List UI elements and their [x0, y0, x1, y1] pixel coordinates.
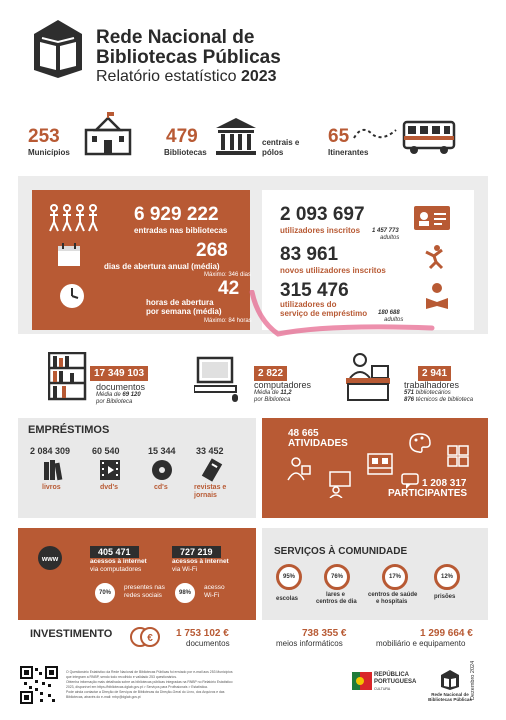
presenter-icon: [326, 470, 354, 498]
tecnicos-label: técnicos de biblioteca: [415, 397, 474, 403]
calendar-icon: [56, 242, 82, 268]
lares-label-1: lares e: [326, 592, 346, 598]
redes-pct-circle: 70%: [92, 580, 118, 606]
tecnicos: [404, 397, 473, 403]
atividades-label: ATIVIDADES: [288, 438, 348, 449]
subtitle-year: 2023: [240, 68, 277, 85]
people-icon: [48, 204, 100, 232]
documentos-por: por Biblioteca: [96, 399, 133, 405]
invest-docs-label: documentos: [186, 639, 230, 648]
footer-line-2: que integram a RNBP, sendo todo recolhido e validado 253 questionários.: [66, 675, 177, 679]
invest-mob-value: 1 299 664 €: [420, 628, 473, 639]
bookmobile-icon: [352, 116, 458, 156]
computadores-media-prefix: Média de: [254, 390, 279, 396]
participantes-label: PARTICIPANTES: [388, 488, 468, 499]
rede-footer-line-1: Rede Nacional de: [431, 692, 469, 697]
horas-label-1: horas de abertura: [146, 298, 214, 307]
redes-label-1: presentes nas: [124, 584, 165, 591]
rnbp-logo-icon: [30, 20, 86, 78]
internet-comp-count: 405 471: [90, 546, 139, 558]
clock-icon: [58, 282, 86, 310]
dias-count: 268: [196, 240, 228, 261]
computadores-media: [254, 390, 292, 396]
invest-mob-label: mobiliário e equipamento: [376, 639, 466, 648]
inscritos-adultos-label: adultos: [380, 235, 400, 241]
footer-line-4: 2023, disponível em https://bibliotecas.dglab.gov.pt > Serviços para Profissionais > Estatística.: [66, 685, 208, 689]
inscritos-label: utilizadores inscritos: [280, 226, 361, 235]
tiles-icon: [446, 444, 470, 468]
title-line1: Rede Nacional de: [96, 27, 255, 48]
rede-footer-line-2: Bibliotecas Públicas: [428, 697, 472, 702]
magazine-icon: [200, 458, 224, 482]
pink-marker-stroke: [248, 290, 436, 349]
emprestimos-title: EMPRÉSTIMOS: [28, 424, 110, 436]
trabalhadores-count: 2 941: [418, 366, 451, 381]
footer-line-1: O Questionário Estatístico da Rede Nacional de Bibliotecas Públicas foi enviado por e-mail aos 253 Municípios: [66, 670, 233, 674]
documentos-count: 17 349 103: [90, 366, 148, 381]
saude-label-1: centros de saúde: [368, 592, 418, 598]
dvds-label: dvd's: [100, 484, 119, 491]
computadores-count: 2 822: [254, 366, 287, 381]
storyteller-icon: [286, 456, 312, 482]
wifi-pct-circle: 98%: [172, 580, 198, 606]
inscritos-count: 2 093 697: [280, 204, 365, 225]
saude-label-2: e hospitais: [376, 599, 408, 605]
entradas-label: entradas nas bibliotecas: [134, 226, 228, 235]
svg-text:www: www: [41, 556, 59, 563]
emprestimo-users-label-1: utilizadores do: [280, 300, 337, 309]
computadores-label: computadores: [254, 380, 312, 390]
library-building-icon: [216, 118, 256, 156]
globe-www-icon: [36, 544, 64, 572]
palette-icon: [408, 432, 432, 454]
republica-line-2: PORTUGUESA: [374, 679, 417, 685]
worker-desk-icon: [344, 352, 392, 402]
title-line2: Bibliotecas Públicas: [96, 47, 281, 68]
internet-wifi-count: 727 219: [172, 546, 221, 558]
revistas-label: revistas e jornais: [194, 484, 227, 499]
republica-line-1: REPÚBLICA: [374, 672, 410, 678]
atividades-count: 48 665: [288, 428, 319, 439]
subtitle: [96, 68, 277, 86]
bibliotecarios-label: bibliotecários: [415, 390, 451, 396]
bookshelf-icon: [48, 352, 88, 402]
footer-line-5: Pode ainda contactar a Direção de Serviços de Bibliotecas da Direção-Geral do Livro, dos Arquivos e das: [66, 690, 225, 694]
rede-footer-text: [428, 692, 472, 702]
bibliotecas-count: 479: [166, 126, 198, 147]
internet-comp-label-2: via computadores: [90, 566, 142, 573]
horas-label-2: por semana (média): [146, 307, 222, 316]
cds-count: 15 344: [148, 446, 176, 456]
novos-label: novos utilizadores inscritos: [280, 266, 386, 275]
footer-date: Dezembro 2024: [470, 660, 476, 700]
coins-euro-icon: [130, 626, 160, 648]
itinerantes-label: Itinerantes: [328, 148, 369, 157]
documentos-media-prefix: Média de: [96, 392, 121, 398]
qr-code-icon: [20, 666, 58, 704]
escolas-pct: 95%: [276, 564, 302, 590]
cds-label: cd's: [154, 484, 168, 491]
bibliotecas-label: Bibliotecas: [164, 148, 207, 157]
republica-line-3: CULTURA: [374, 687, 391, 691]
livros-label: livros: [42, 484, 61, 491]
documentos-media-value: 69 120: [122, 392, 141, 398]
entradas-count: 6 929 222: [134, 204, 219, 225]
id-card-icon: [414, 206, 450, 230]
investimento-title: INVESTIMENTO: [30, 628, 113, 640]
republica-text: [374, 672, 416, 693]
escolas-label: escolas: [276, 596, 299, 602]
wifi-acesso-2: Wi-Fi: [204, 592, 220, 599]
horas-count: 42: [218, 278, 240, 299]
lares-label-2: centros de dia: [316, 599, 357, 605]
inscritos-adultos-count: 1 457 773: [372, 228, 399, 234]
books-icon: [42, 458, 66, 482]
documentos-label: documentos: [96, 382, 146, 392]
wifi-acesso-1: acesso: [204, 584, 225, 591]
itinerantes-count: 65: [328, 126, 350, 147]
municipios-label: Municípios: [28, 148, 70, 157]
horas-max: Máximo: 84 horas: [204, 318, 252, 324]
svg-text:€: €: [147, 633, 153, 644]
internet-wifi-label-2: via Wi-Fi: [172, 566, 198, 573]
dvds-count: 60 540: [92, 446, 120, 456]
cd-disc-icon: [150, 458, 174, 482]
trabalhadores-label: trabalhadores: [404, 380, 460, 390]
prisoes-pct: 12%: [434, 564, 460, 590]
footer-text: [66, 670, 294, 700]
bibliotecarios-count: 571: [404, 390, 415, 396]
rnbp-footer-logo-icon: [440, 670, 460, 690]
invest-meios-label: meios informáticos: [276, 639, 343, 648]
subtitle-prefix: Relatório estatístico: [96, 68, 237, 85]
computadores-media-value: 11,2: [280, 390, 292, 396]
invest-docs-value: 1 753 102 €: [176, 628, 229, 639]
emprestimo-users-label-2: serviço de empréstimo: [280, 309, 368, 318]
bibliotecarios: [404, 390, 451, 396]
film-icon: [98, 458, 122, 482]
lares-pct: 76%: [324, 564, 350, 590]
dias-max: Máximo: 346 dias: [204, 272, 252, 278]
town-hall-icon: [82, 112, 134, 156]
theater-icon: [366, 452, 394, 476]
dias-label: dias de abertura anual (média): [104, 262, 220, 271]
person-jumping-icon: [422, 244, 448, 270]
novos-count: 83 961: [280, 244, 339, 265]
servicos-title: SERVIÇOS À COMUNIDADE: [274, 546, 408, 557]
revistas-count: 33 452: [196, 446, 224, 456]
invest-meios-value: 738 355 €: [302, 628, 347, 639]
tecnicos-count: 876: [404, 397, 415, 403]
emprestimo-adultos-label: adultos: [384, 317, 404, 323]
republica-emblem-icon: [352, 672, 372, 690]
municipios-count: 253: [28, 126, 60, 147]
internet-panel: [18, 528, 256, 620]
emprestimo-adultos-count: 180 688: [378, 310, 400, 316]
emprestimo-users-count: 315 476: [280, 280, 349, 301]
computer-icon: [194, 356, 242, 402]
internet-comp-label-1: acessos à internet: [90, 558, 147, 565]
footer-line-3: Obtenha informação mais detalhada sobre as bibliotecas públicas integradas na RNBP no Relatório Estatístico: [66, 680, 233, 684]
prisoes-label: prisões: [434, 594, 456, 600]
footer-line-6: Bibliotecas, através do e-mail: rnbp@dglab.gov.pt: [66, 695, 141, 699]
saude-pct: 17%: [382, 564, 408, 590]
computadores-por: por Biblioteca: [254, 397, 291, 403]
livros-count: 2 084 309: [30, 446, 71, 456]
documentos-media: [96, 392, 141, 398]
internet-wifi-label-1: acessos à internet: [172, 558, 229, 565]
centrais-polos-label: centrais e pólos: [262, 138, 300, 157]
participantes-count: 1 208 317: [422, 478, 467, 489]
redes-label-2: redes sociais: [124, 592, 162, 599]
